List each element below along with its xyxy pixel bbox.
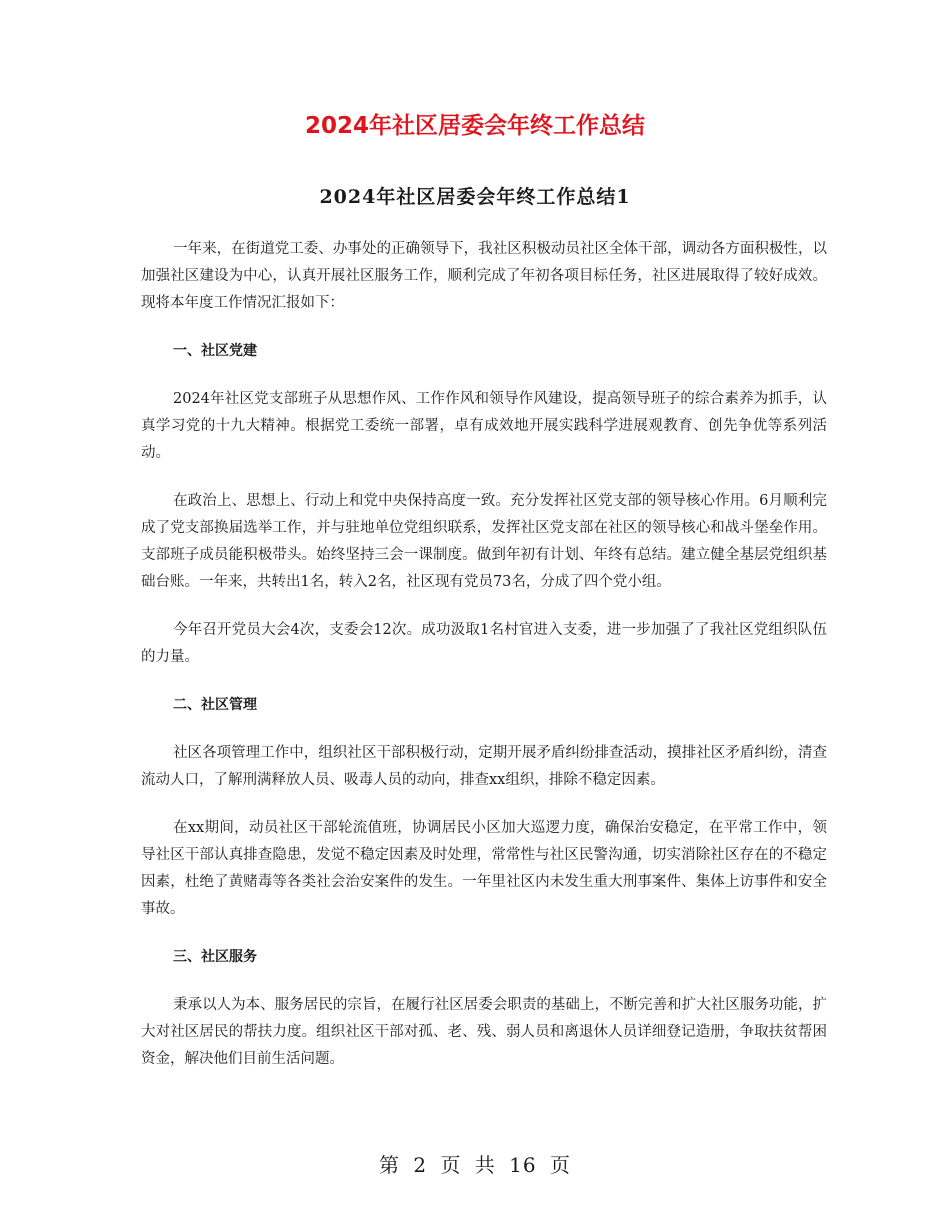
section-heading-service: 三、社区服务	[173, 949, 257, 965]
paragraph: 在政治上、思想上、行动上和党中央保持高度一致。充分发挥社区党支部的领导核心作用。6月顺利完成了党支部换届选举工作，并与驻地单位党组织联系，发挥社区党支部在社区的领导核心和战斗堡垒作用。支部班子成员能积极带头。始终坚持三会一课制度。做到年初有计划、年终有总结。建立健全基层党组织基础台账。一年来，共转出1名，转入2名，社区现有党员73名，分成了四个党小组。	[141, 493, 827, 590]
document-body	[141, 236, 827, 1094]
section-heading-management: 二、社区管理	[173, 697, 257, 713]
paragraph: 秉承以人为本、服务居民的宗旨，在履行社区居委会职责的基础上，不断完善和扩大社区服务功能，扩大对社区居民的帮扶力度。组织社区干部对孤、老、残、弱人员和离退休人员详细登记造册，争取扶贫帮困资金，解决他们目前生活问题。	[141, 997, 827, 1067]
document-title: 2024年社区居委会年终工作总结	[304, 113, 645, 139]
section-heading-party-building: 一、社区党建	[173, 343, 257, 359]
page-number-footer: 第 2 页 共 16 页	[379, 1153, 571, 1177]
paragraph: 今年召开党员大会4次，支委会12次。成功汲取1名村官进入支委，进一步加强了了我社区党组织队伍的力量。	[141, 622, 827, 665]
paragraph: 在xx期间，动员社区干部轮流值班，协调居民小区加大巡逻力度，确保治安稳定，在平常工作中，领导社区干部认真排查隐患，发觉不稳定因素及时处理，常常性与社区民警沟通，切实消除社区存在的不稳定因素，杜绝了黄赌毒等各类社会治安案件的发生。一年里社区内未发生重大刑事案件、集体上访事件和安全事故。	[141, 820, 827, 917]
paragraph: 2024年社区党支部班子从思想作风、工作作风和领导作风建设，提高领导班子的综合素养为抓手，认真学习党的十九大精神。根据党工委统一部署，卓有成效地开展实践科学进展观教育、创先争优等系列活动。	[141, 391, 827, 461]
document-subtitle: 2024年社区居委会年终工作总结1	[319, 186, 631, 208]
intro-paragraph: 一年来，在街道党工委、办事处的正确领导下，我社区积极动员社区全体干部，调动各方面积极性，以加强社区建设为中心，认真开展社区服务工作，顺利完成了年初各项目标任务，社区进展取得了较好成效。现将本年度工作情况汇报如下：	[141, 241, 827, 311]
paragraph: 社区各项管理工作中，组织社区干部积极行动，定期开展矛盾纠纷排查活动，摸排社区矛盾纠纷，清查流动人口，了解刑满释放人员、吸毒人员的动向，排查xx组织，排除不稳定因素。	[141, 745, 827, 788]
